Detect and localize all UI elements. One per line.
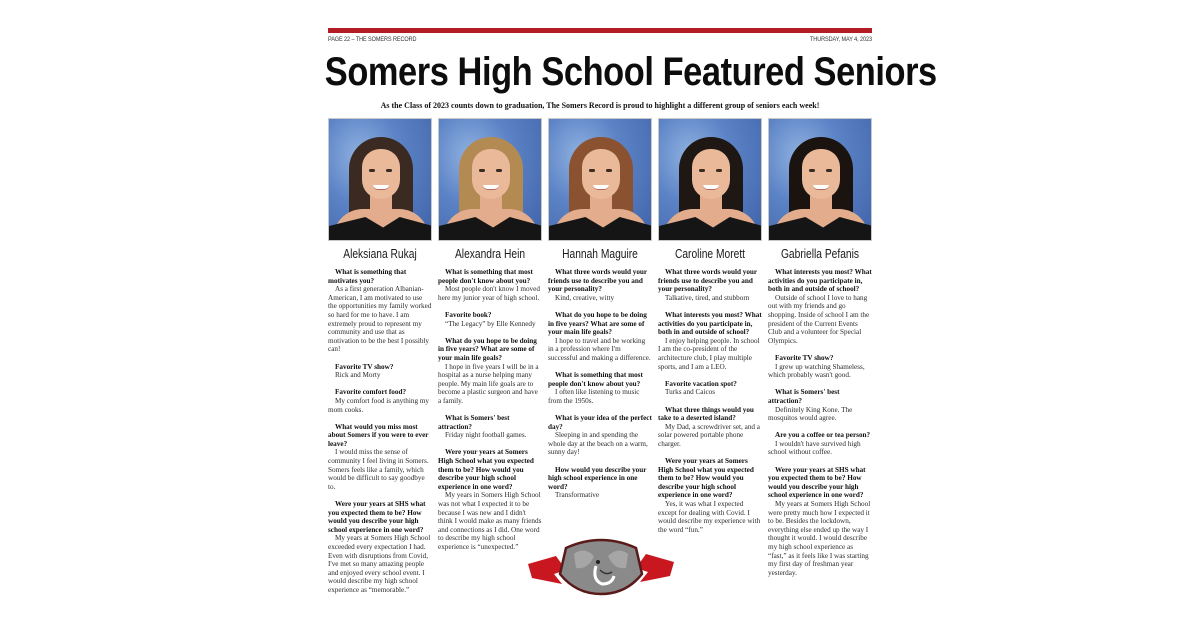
qa-block xyxy=(438,268,542,302)
portrait-smile xyxy=(483,185,499,190)
question: What interests you most? What activities do you participate in, both in and outside of school? xyxy=(658,310,762,337)
page-label: PAGE 22 – THE SOMERS RECORD xyxy=(328,36,417,43)
answer: Turks and Caicos xyxy=(665,388,716,397)
senior-name: Caroline Morett xyxy=(674,247,746,261)
qa-block xyxy=(438,311,542,328)
senior-portrait xyxy=(328,118,432,241)
qa-block xyxy=(328,423,432,492)
portrait-smile xyxy=(373,185,389,190)
qa-block xyxy=(768,466,872,578)
question: Favorite TV show? xyxy=(775,353,834,362)
deck-subtitle: As the Class of 2023 counts down to graduation, The Somers Record is proud to highlight a different group of seniors each week! xyxy=(380,101,820,110)
portrait-eye xyxy=(369,169,375,172)
senior-name: Aleksiana Rukaj xyxy=(343,247,417,261)
question: What three words would your friends use to describe you and your personality? xyxy=(548,268,647,294)
answer: Most people don't know I moved here my junior year of high school. xyxy=(438,285,540,302)
senior-name: Gabriella Pefanis xyxy=(780,247,860,261)
portrait-eye xyxy=(479,169,485,172)
answer: Outside of school I love to hang out with my friends and go shopping. Inside of school I am the president of the Current Events Club and a volunteer for Special Olympics. xyxy=(768,293,870,345)
portrait-eye xyxy=(826,169,832,172)
senior-name: Hannah Maguire xyxy=(562,247,638,261)
answer: My Dad, a screwdriver set, and a solar powered portable phone charger. xyxy=(658,422,760,448)
qa-block xyxy=(768,354,872,380)
question: Favorite book? xyxy=(445,310,492,319)
answer: My comfort food is anything my mom cooks. xyxy=(328,396,430,414)
qa-block xyxy=(438,414,542,440)
question: How would you describe your high school experience in one word? xyxy=(548,465,647,491)
question: Were your years at Somers High School what you expected them to be? How would you describe your high school experience in one word? xyxy=(438,448,534,491)
qa-block xyxy=(658,406,762,449)
portrait-smile xyxy=(813,185,829,190)
issue-date: THURSDAY, MAY 4, 2023 xyxy=(810,36,872,43)
question: What is something that most people don't know about you? xyxy=(548,371,643,388)
portrait-smile xyxy=(593,185,609,190)
question: Are you a coffee or tea person? xyxy=(775,431,871,440)
answer: My years in Somers High School was not what I expected it to be because I was new and I didn't think I would make as many friends and connections as I did. One word to describe my high school experience is “unexpected.” xyxy=(438,491,542,551)
portrait-smile xyxy=(703,185,719,190)
question: What do you hope to be doing in five years? What are some of your main life goals? xyxy=(548,310,647,337)
page-title xyxy=(324,48,937,96)
senior-interview-column xyxy=(658,268,762,543)
qa-block xyxy=(328,268,432,354)
question: What is something that motivates you? xyxy=(328,268,407,285)
senior-interview-column xyxy=(328,268,432,603)
portrait-face xyxy=(582,149,620,199)
qa-block xyxy=(328,363,432,380)
question: Favorite comfort food? xyxy=(335,388,407,397)
portrait-eye xyxy=(606,169,612,172)
name-row xyxy=(328,247,872,263)
qa-block xyxy=(548,371,652,405)
senior-portrait xyxy=(658,118,762,241)
qa-block xyxy=(548,466,652,500)
question: What is Somers' best attraction? xyxy=(438,414,510,431)
newspaper-page xyxy=(324,28,937,628)
question: What is Somers' best attraction? xyxy=(768,388,840,405)
answer: Sleeping in and spending the whole day at the beach on a warm, sunny day! xyxy=(548,431,648,457)
portrait-face xyxy=(692,149,730,199)
senior-portrait xyxy=(768,118,872,241)
answer: I enjoy helping people. In school I am the co-president of the architecture club, I play multiple sports, and I am a LEO. xyxy=(658,336,760,371)
answer: Definitely King Kone. The mosquitos would agree. xyxy=(768,405,853,423)
headline-text: Somers High School Featured Seniors xyxy=(324,50,937,94)
portrait-eye xyxy=(589,169,595,172)
question: What is your idea of the perfect day? xyxy=(548,414,652,431)
qa-block xyxy=(328,500,432,595)
portrait-eye xyxy=(809,169,815,172)
qa-block xyxy=(768,388,872,422)
qa-block xyxy=(548,311,652,363)
question: What interests you most? What activities do you participate in, both in and outside of school? xyxy=(768,268,872,294)
qa-block xyxy=(438,337,542,406)
answer: My years at Somers High School exceeded every expectation I had. Even with disruptions from Covid, I've met so many amazing people and enjoyed every school event. I would describe my high school experience as “memorable.” xyxy=(328,534,431,594)
question: What would you miss most about Somers if you were to ever leave? xyxy=(328,422,429,448)
qa-block xyxy=(768,431,872,457)
answer: Transformative xyxy=(555,491,600,500)
qa-block xyxy=(548,414,652,457)
qa-block xyxy=(768,268,872,345)
answer: Talkative, tired, and stubborn xyxy=(665,293,750,302)
portrait-face xyxy=(802,149,840,199)
question: Favorite vacation spot? xyxy=(665,379,737,388)
portrait-face xyxy=(362,149,400,199)
answer: Kind, creative, witty xyxy=(555,293,615,302)
question: What is something that most people don't know about you? xyxy=(438,268,533,285)
answer: I grew up watching Shameless, which probably wasn't good. xyxy=(768,362,865,380)
top-rule xyxy=(328,28,872,33)
question: Favorite TV show? xyxy=(335,362,394,371)
answer: I hope in five years I will be in a hospital as a nurse helping many people. My main life goals are to become a plastic surgeon and have a family. xyxy=(438,362,539,405)
answer: Rick and Morty xyxy=(335,371,381,380)
senior-interview-column xyxy=(438,268,542,560)
portrait-eye xyxy=(699,169,705,172)
question: Were your years at SHS what you expected them to be? How would you describe your high school experience in one word? xyxy=(328,500,426,534)
portrait-eye xyxy=(716,169,722,172)
question: What three words would your friends use to describe you and your personality? xyxy=(658,268,757,294)
senior-interview-column xyxy=(548,268,652,509)
portrait-eye xyxy=(386,169,392,172)
portrait-face xyxy=(472,149,510,199)
question: Were your years at Somers High School what you expected them to be? How would you describe your high school experience in one word? xyxy=(658,457,754,500)
answer: I hope to travel and be working in a profession where I'm successful and making a difference. xyxy=(548,336,651,362)
senior-name: Alexandra Hein xyxy=(454,247,526,261)
qa-block xyxy=(658,268,762,302)
senior-portrait xyxy=(438,118,542,241)
running-header xyxy=(328,36,872,43)
answer: I wouldn't have survived high school without coffee. xyxy=(768,439,861,457)
answer: Friday night football games. xyxy=(445,431,527,440)
qa-block xyxy=(658,380,762,397)
qa-block xyxy=(658,457,762,534)
portrait-eye xyxy=(496,169,502,172)
answer: I would miss the sense of community I feel living in Somers. Somers feels like a family, which would be difficult to say goodbye to. xyxy=(328,448,429,491)
answer: Yes, it was what I expected except for dealing with Covid. I would describe my experience with the word “fun.” xyxy=(658,500,761,534)
question: What three things would you take to a deserted island? xyxy=(658,405,754,423)
senior-interview-column xyxy=(768,268,872,586)
qa-block xyxy=(548,268,652,302)
qa-block xyxy=(328,388,432,414)
answer: As a first generation Albanian-American, I am motivated to use the opportunities my family worked so hard for me to have. I am extremely proud to represent my community and use that as motivation to be the best I possibly can! xyxy=(328,285,432,354)
photo-row xyxy=(328,118,872,242)
question: What do you hope to be doing in five years? What are some of your main life goals? xyxy=(438,336,537,362)
answer: My years at Somers High School were pretty much how I expected it to be. Besides the lockdown, everything else ended up the way I thought it would. I would describe my high school experience as “fast,” as it feels like I was starting my first day of freshman year yesterday. xyxy=(768,500,871,577)
senior-portrait xyxy=(548,118,652,241)
tusker-elephant-mascot-icon xyxy=(526,534,676,596)
answer: I often like listening to music from the 1950s. xyxy=(548,388,640,405)
qa-block xyxy=(658,311,762,371)
answer: “The Legacy” by Elle Kennedy xyxy=(445,319,536,328)
question: Were your years at SHS what you expected them to be? How would you describe your high school experience in one word? xyxy=(768,465,866,500)
